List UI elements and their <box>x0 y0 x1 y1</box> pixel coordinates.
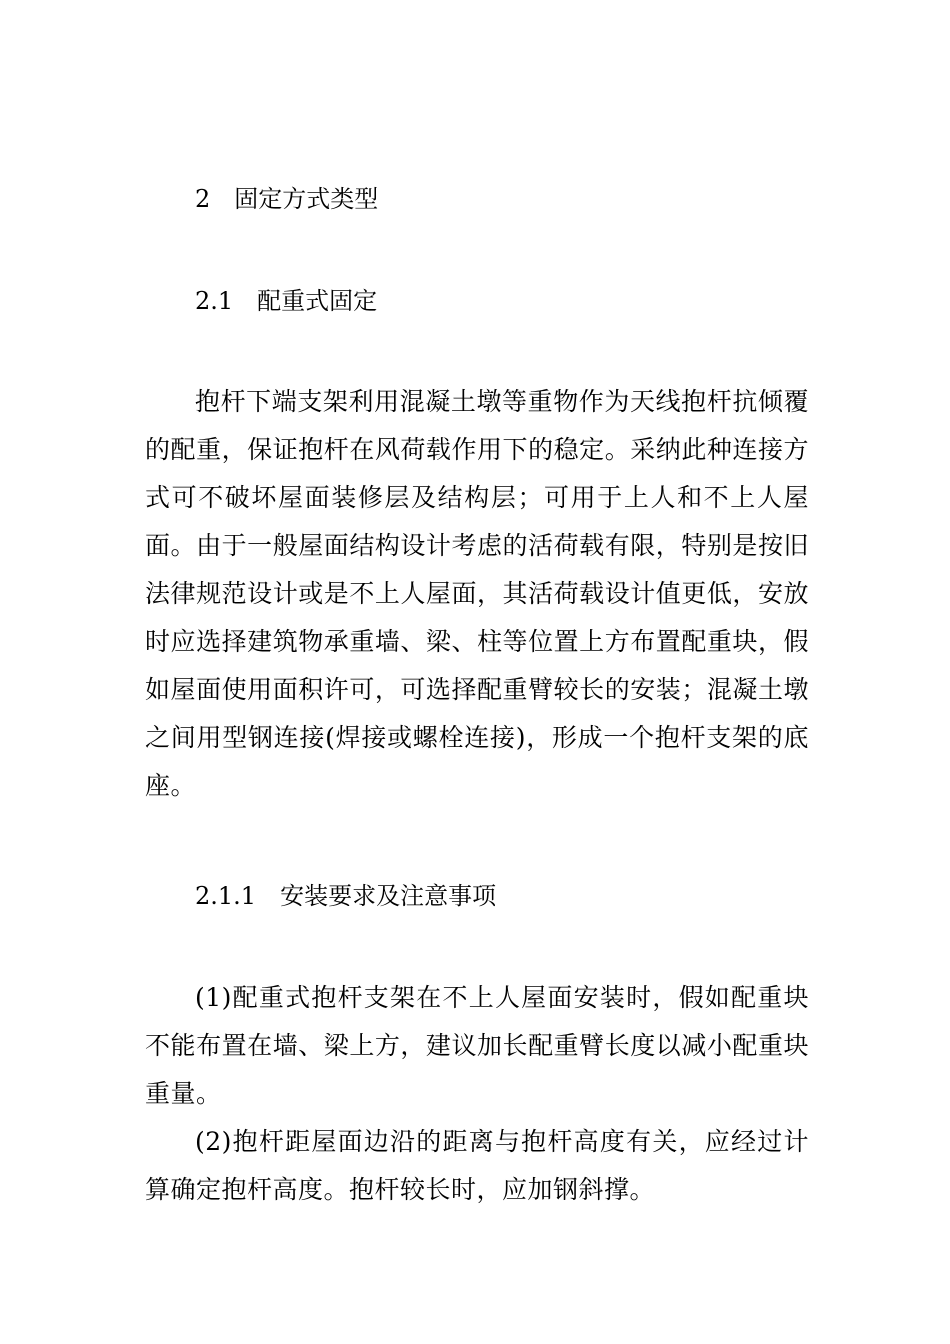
section-heading-2-1: 2.1 配重式固定 <box>195 287 378 315</box>
section-heading-2: 2 固定方式类型 <box>195 185 379 213</box>
section-heading-2-1-1: 2.1.1 安装要求及注意事项 <box>195 882 497 910</box>
paragraph-counterweight-description: 抱杆下端支架利用混凝土墩等重物作为天线抱杆抗倾覆的配重，保证抱杆在风荷载作用下的稳定。采纳此种连接方式可不破坏屋面装修层及结构层；可用于上人和不上人屋面。由于一般屋面结构设计考虑的活荷载有限，特别是按旧法律规范设计或是不上人屋面，其活荷载设计值更低，安放时应选择建筑物承重墙、梁、柱等位置上方布置配重块，假如屋面使用面积许可，可选择配重臂较长的安装；混凝土墩之间用型钢连接(焊接或螺栓连接)，形成一个抱杆支架的底座。 <box>145 387 809 800</box>
paragraph-requirement-1: (1)配重式抱杆支架在不上人屋面安装时，假如配重块不能布置在墙、梁上方，建议加长配重臂长度以减小配重块重量。 <box>145 983 809 1108</box>
paragraph-requirement-2: (2)抱杆距屋面边沿的距离与抱杆高度有关，应经过计算确定抱杆高度。抱杆较长时，应加钢斜撑。 <box>145 1127 809 1204</box>
